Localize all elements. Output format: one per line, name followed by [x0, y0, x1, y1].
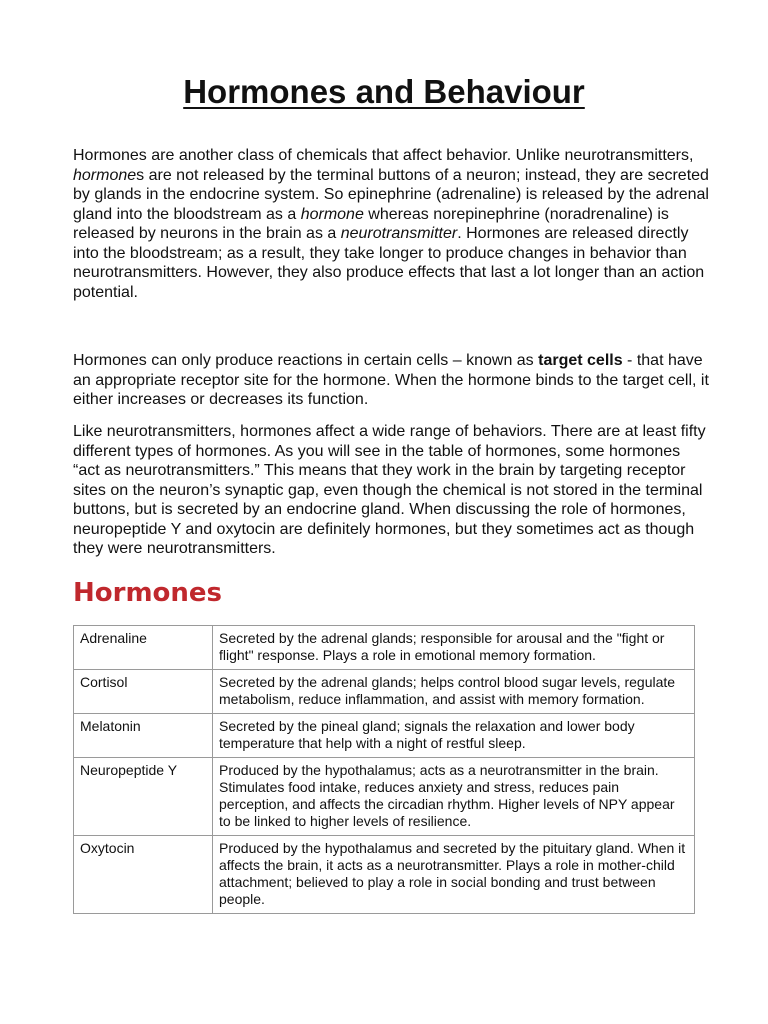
hormone-description-cell: Secreted by the adrenal glands; responsible for arousal and the "fight or flight" response. Plays a role in emotional memory formation. — [213, 626, 695, 670]
intro-paragraph — [73, 146, 709, 302]
table-row — [74, 670, 695, 714]
intro-text-2: s are not released by the terminal buttons of a neuron; instead, they are secreted by glands in the endocrine system. So epinephrine (adrenaline) is released by the adrenal gland into the bloodstream as a — [73, 166, 709, 223]
hormone-name-cell: Oxytocin — [74, 836, 213, 914]
intro-italic-neurotransmitter: neurotransmitter — [340, 225, 458, 242]
hormone-name-cell: Neuropeptide Y — [74, 758, 213, 836]
target-cells-bold: target cells — [538, 352, 623, 369]
table-row — [74, 714, 695, 758]
page-title: Hormones and Behaviour — [183, 73, 585, 110]
target-cells-text-2: - that have an appropriate receptor site for the hormone. When the hormone binds to the target cell, it either increases or decreases its function. — [73, 352, 709, 408]
intro-text-3: whereas norepinephrine (noradrenaline) is released by neurons in the brain as a — [73, 205, 669, 242]
hormone-name-cell: Melatonin — [74, 714, 213, 758]
neurotransmitters-paragraph: Like neurotransmitters, hormones affect a wide range of behaviors. There are at least fifty different types of hormones. As you will see in the table of hormones, some hormones “act as neurotransmitters.” This means that they work in the brain by targeting receptor sites on the neuron’s synaptic gap, even though the chemical is not stored in the terminal buttons, but is secreted by an endocrine gland. When discussing the role of hormones, neuropeptide Y and oxytocin are definitely hormones, but they sometimes act as though they were neurotransmitters. — [73, 423, 706, 557]
table-row — [74, 626, 695, 670]
hormone-description-cell: Produced by the hypothalamus; acts as a neurotransmitter in the brain. Stimulates food intake, reduces anxiety and stress, reduces pain perception, and affects the circadian rhythm. Higher levels of NPY appear to be linked to higher levels of resilience. — [213, 758, 695, 836]
table-row — [74, 836, 695, 914]
hormone-name-cell: Cortisol — [74, 670, 213, 714]
hormone-name-cell: Adrenaline — [74, 626, 213, 670]
hormone-description-cell: Produced by the hypothalamus and secreted by the pituitary gland. When it affects the brain, it acts as a neurotransmitter. Plays a role in mother-child attachment; believed to play a role in social bonding and trust between people. — [213, 836, 695, 914]
intro-text-4: . Hormones are released directly into the bloodstream; as a result, they take longer to produce changes in behavior than neurotransmitters. However, they also produce effects that last a lot longer than an action potential. — [73, 225, 705, 301]
target-cells-paragraph — [73, 351, 709, 410]
table-row — [74, 758, 695, 836]
intro-italic-hormone-1: hormone — [73, 166, 137, 184]
hormones-table — [73, 625, 695, 914]
target-cells-text-1: Hormones can only produce reactions in certain cells – known as — [73, 352, 539, 369]
hormones-section-heading: Hormones — [73, 578, 223, 608]
hormone-description-cell: Secreted by the adrenal glands; helps control blood sugar levels, regulate metabolism, reduce inflammation, and assist with memory formation. — [213, 670, 695, 714]
hormone-description-cell: Secreted by the pineal gland; signals the relaxation and lower body temperature that help with a night of restful sleep. — [213, 714, 695, 758]
intro-italic-hormone-2: hormone — [300, 205, 364, 223]
intro-text-1: Hormones are another class of chemicals that affect behavior. Unlike neurotransmitters, — [73, 147, 694, 164]
